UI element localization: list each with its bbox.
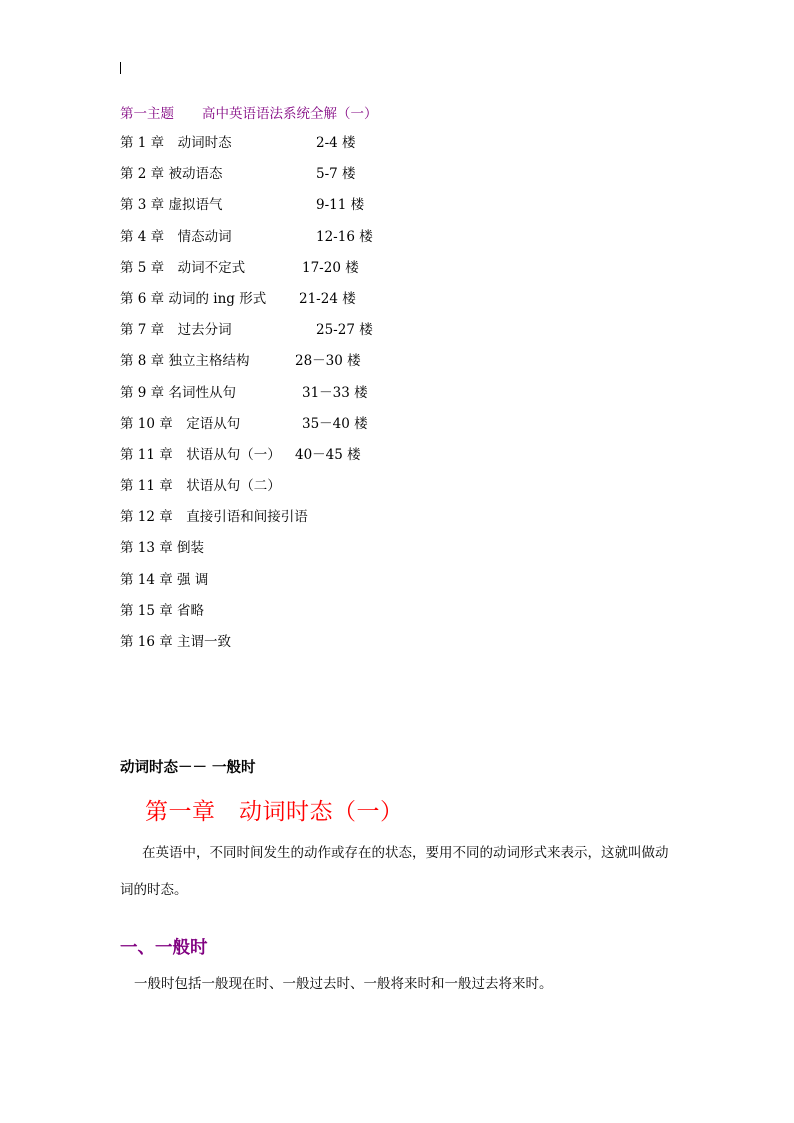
toc-floor-range: 2-4 楼: [316, 135, 356, 151]
toc-floor-range: 40－45 楼: [295, 446, 361, 463]
toc-chapter-label: 第 8 章 独立主格结构: [120, 353, 250, 370]
toc-row: [120, 414, 540, 445]
text-cursor: [120, 62, 121, 74]
toc-chapter-label: 第 13 章 倒装: [120, 540, 205, 557]
toc-chapter-label: 第 14 章 强 调: [120, 571, 209, 588]
toc-chapter-label: 第 11 章 状语从句（二）: [120, 478, 281, 495]
toc-row: [120, 601, 540, 632]
toc-row: [120, 538, 540, 569]
toc-row: [120, 164, 540, 195]
toc-row: [120, 570, 540, 601]
toc-chapter-label: 第 15 章 省略: [120, 602, 205, 619]
toc-row: [120, 445, 540, 476]
table-of-contents: [120, 133, 540, 663]
toc-row: [120, 289, 540, 320]
toc-heading-topic: 第一主题: [120, 106, 174, 122]
toc-row: [120, 195, 540, 226]
toc-chapter-label: 第 2 章 被动语态: [120, 166, 223, 183]
toc-floor-range: 17-20 楼: [302, 259, 359, 276]
section-title: 动词时态－－ 一般时: [120, 759, 256, 776]
toc-row: [120, 507, 540, 538]
toc-chapter-label: 第 10 章 定语从句: [120, 415, 241, 432]
toc-chapter-label: 第 7 章 过去分词: [120, 322, 232, 339]
toc-chapter-label: 第 9 章 名词性从句: [120, 384, 236, 401]
toc-chapter-label: 第 3 章 虚拟语气: [120, 197, 223, 214]
toc-floor-range: 9-11 楼: [316, 197, 365, 214]
toc-floor-range: 28－30 楼: [295, 353, 361, 370]
toc-chapter-label: 第 16 章 主谓一致: [120, 634, 232, 650]
toc-row: [120, 383, 540, 414]
toc-heading: [120, 102, 378, 122]
toc-chapter-label: 第 6 章 动词的 ing 形式: [120, 290, 267, 307]
toc-row: [120, 227, 540, 258]
toc-row: [120, 133, 540, 164]
toc-floor-range: 5-7 楼: [316, 166, 356, 183]
toc-chapter-label: 第 1 章 动词时态: [120, 135, 232, 151]
toc-chapter-label: 第 12 章 直接引语和间接引语: [120, 509, 308, 526]
toc-floor-range: 12-16 楼: [316, 228, 373, 245]
toc-heading-title: 高中英语语法系统全解（一）: [202, 106, 378, 122]
toc-row: [120, 476, 540, 507]
toc-row: [120, 320, 540, 351]
sub-text: 一般时包括一般现在时、一般过去时、一般将来时和一般过去将来时。: [134, 976, 553, 992]
toc-floor-range: 25-27 楼: [316, 322, 373, 339]
toc-floor-range: 35－40 楼: [302, 415, 368, 432]
toc-chapter-label: 第 11 章 状语从句（一）: [120, 446, 281, 463]
toc-row: [120, 351, 540, 382]
chapter-title: 第一章 动词时态（一）: [145, 799, 404, 825]
toc-row: [120, 632, 540, 663]
toc-chapter-label: 第 5 章 动词不定式: [120, 259, 246, 276]
sub-heading: 一、一般时: [120, 938, 208, 958]
toc-floor-range: 21-24 楼: [299, 290, 356, 307]
toc-row: [120, 258, 540, 289]
toc-floor-range: 31－33 楼: [302, 384, 368, 401]
toc-chapter-label: 第 4 章 情态动词: [120, 228, 232, 245]
body-paragraph: 在英语中，不同时间发生的动作或存在的状态，要用不同的动词形式来表示，这就叫做动词的时态。: [120, 845, 669, 898]
